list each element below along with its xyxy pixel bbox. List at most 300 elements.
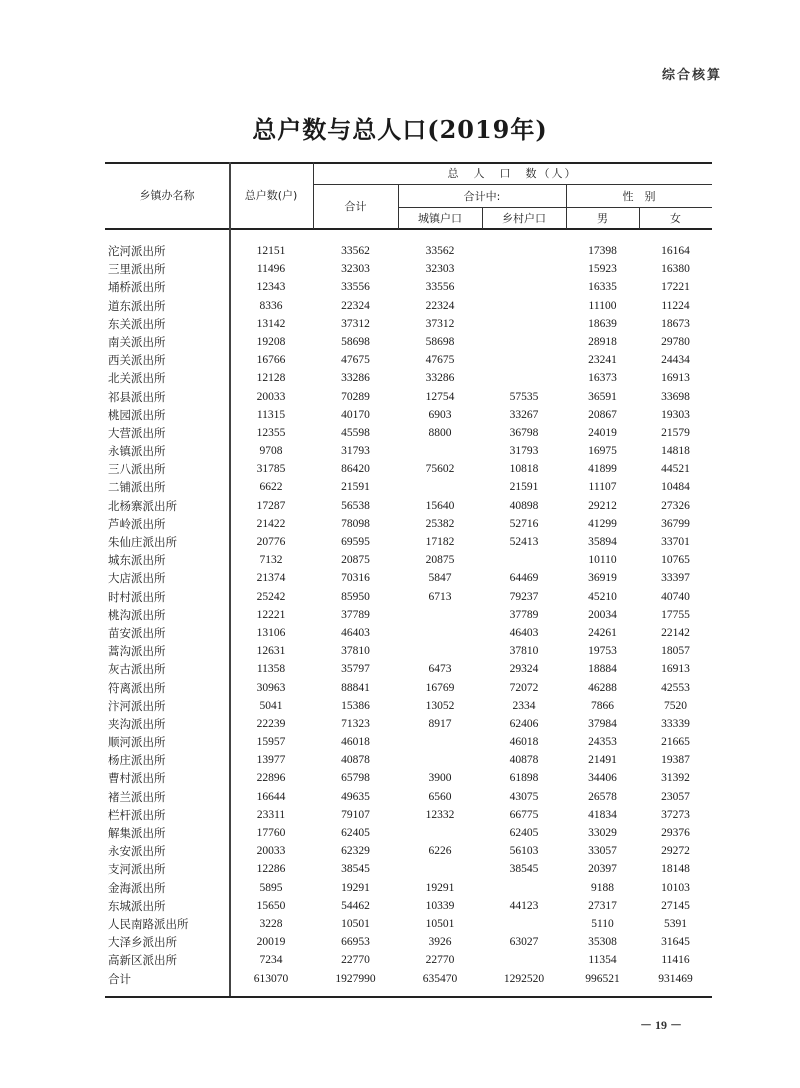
cell-female: 23057: [661, 790, 690, 803]
cell-name: 解集派出所: [108, 826, 166, 840]
cell-urban: 33556: [425, 281, 455, 294]
table-row: [105, 733, 712, 751]
cell-male: 24019: [588, 426, 617, 439]
cell-female: 33698: [661, 390, 690, 403]
cell-female: 31645: [661, 936, 690, 949]
cell-female: 33701: [661, 536, 690, 548]
cell-urban: 58698: [425, 335, 455, 348]
cell-households: 8336: [259, 299, 283, 312]
cell-rural: 63027: [509, 936, 539, 949]
cell-total: 70289: [341, 390, 370, 403]
cell-total: 15386: [341, 699, 370, 712]
cell-households: 30963: [256, 681, 286, 694]
cell-female: 17755: [661, 608, 690, 621]
cell-name: 苗安派出所: [108, 625, 166, 640]
cell-female: 931469: [658, 972, 693, 985]
cell-urban: 635470: [422, 972, 458, 985]
cell-male: 37984: [588, 717, 617, 730]
cell-name: 埇桥派出所: [108, 280, 166, 295]
cell-households: 13106: [256, 626, 286, 639]
table-row: [105, 278, 712, 296]
cell-name: 东城派出所: [108, 898, 166, 913]
table-row: [105, 715, 712, 733]
cell-urban: 22324: [425, 299, 455, 312]
cell-name: 朱仙庄派出所: [108, 535, 177, 549]
cell-urban: 33562: [425, 245, 455, 257]
cell-total: 45598: [341, 426, 370, 439]
cell-female: 7520: [664, 699, 687, 712]
cell-male: 16975: [588, 445, 617, 458]
cell-households: 22239: [256, 717, 286, 730]
cell-name: 沱河派出所: [108, 244, 166, 258]
table-row: [105, 642, 712, 660]
cell-name: 栏杆派出所: [108, 807, 166, 822]
cell-female: 21579: [661, 426, 690, 439]
cell-female: 16164: [661, 245, 690, 257]
cell-urban: 6226: [428, 845, 452, 858]
cell-male: 33029: [588, 827, 617, 839]
cell-total: 22324: [341, 299, 370, 312]
cell-rural: 33267: [509, 408, 539, 421]
cell-male: 24261: [588, 626, 617, 639]
cell-male: 20397: [588, 863, 617, 876]
cell-households: 20776: [256, 536, 286, 548]
cell-female: 29780: [661, 335, 690, 348]
cell-female: 16913: [661, 372, 690, 385]
cell-name: 时村派出所: [108, 589, 166, 604]
table-row: [105, 351, 712, 369]
cell-total: 20875: [341, 554, 370, 567]
cell-households: 21422: [256, 517, 286, 530]
cell-total: 62405: [341, 827, 370, 839]
cell-male: 46288: [588, 681, 617, 694]
cell-households: 5041: [259, 699, 283, 712]
cell-urban: 32303: [425, 263, 455, 276]
cell-name: 夹沟派出所: [108, 716, 166, 731]
cell-households: 17760: [256, 827, 286, 839]
cell-male: 18884: [588, 663, 617, 676]
cell-name: 永镇派出所: [108, 444, 166, 459]
cell-total: 66953: [341, 936, 370, 949]
cell-total: 69595: [341, 536, 370, 548]
cell-urban: 33286: [425, 372, 455, 385]
cell-male: 21491: [588, 754, 617, 767]
cell-rural: 44123: [509, 899, 539, 912]
cell-urban: 19291: [425, 881, 455, 894]
table-row: [105, 824, 712, 842]
cell-total: 33556: [341, 281, 370, 294]
cell-total: 49635: [341, 790, 370, 803]
cell-female: 10484: [661, 481, 690, 494]
cell-rural: 10818: [509, 463, 539, 476]
cell-total: 19291: [341, 881, 370, 894]
cell-urban: 6903: [428, 408, 452, 421]
cell-name: 芦岭派出所: [108, 516, 166, 531]
cell-name: 道东派出所: [108, 298, 166, 313]
cell-households: 21374: [256, 572, 286, 585]
cell-households: 16644: [256, 790, 286, 803]
cell-urban: 15640: [425, 499, 455, 512]
header-population: 总 人 口 数（人）: [447, 167, 578, 180]
cell-households: 7132: [259, 554, 283, 567]
cell-name: 二铺派出所: [108, 480, 166, 495]
cell-female: 18148: [661, 863, 690, 876]
cell-name: 北关派出所: [108, 371, 166, 386]
cell-urban: 8800: [428, 426, 452, 439]
cell-rural: 52413: [509, 536, 539, 548]
cell-name: 桃园派出所: [108, 407, 166, 422]
cell-name: 褚兰派出所: [108, 789, 166, 804]
cell-total: 58698: [341, 335, 370, 348]
cell-rural: 43075: [509, 790, 539, 803]
cell-households: 613070: [253, 972, 289, 985]
cell-rural: 29324: [509, 663, 539, 676]
cell-total: 1927990: [335, 972, 376, 985]
cell-name: 三八派出所: [108, 462, 166, 477]
cell-male: 7866: [591, 699, 614, 712]
cell-male: 11107: [588, 481, 617, 494]
header-female: 女: [670, 211, 681, 225]
cell-male: 36591: [588, 390, 617, 403]
cell-female: 31392: [661, 772, 690, 785]
cell-name: 大店派出所: [108, 571, 166, 586]
cell-female: 27326: [661, 499, 690, 512]
cell-female: 40740: [661, 590, 690, 603]
cell-name: 曹村派出所: [108, 771, 166, 786]
cell-female: 22142: [661, 626, 690, 639]
cell-female: 37273: [661, 808, 690, 821]
page-number: － 19 －: [640, 1018, 683, 1032]
cell-name: 北杨寨派出所: [108, 498, 177, 513]
cell-male: 10110: [588, 554, 617, 567]
table-row: [105, 478, 712, 496]
cell-rural: 38545: [509, 863, 539, 876]
cell-urban: 25382: [425, 517, 455, 530]
cell-name: 金海派出所: [108, 880, 166, 895]
cell-name: 高新区派出所: [108, 953, 177, 968]
cell-urban: 5847: [428, 572, 452, 585]
cell-name: 南关派出所: [108, 334, 166, 349]
cell-name: 桃沟派出所: [108, 607, 166, 622]
cell-female: 18057: [661, 645, 690, 658]
cell-total: 46018: [341, 736, 370, 749]
header-name: 乡镇办名称: [139, 189, 195, 202]
cell-urban: 20875: [425, 554, 455, 567]
table-row: [105, 697, 712, 715]
cell-urban: 3900: [428, 772, 452, 785]
cell-urban: 12332: [425, 808, 455, 821]
cell-households: 13142: [256, 317, 286, 330]
cell-name: 支河派出所: [108, 862, 166, 877]
cell-total: 31793: [341, 445, 370, 458]
cell-rural: 46018: [509, 736, 539, 749]
cell-households: 11315: [256, 408, 286, 421]
cell-rural: 1292520: [503, 972, 545, 985]
cell-households: 12221: [256, 608, 286, 621]
cell-urban: 3926: [428, 936, 452, 949]
table-row: [105, 842, 712, 860]
cell-households: 6622: [259, 481, 283, 494]
cell-households: 13977: [256, 754, 286, 767]
cell-urban: 6560: [428, 790, 452, 803]
cell-rural: 36798: [509, 426, 539, 439]
table-row: [105, 624, 712, 642]
cell-total: 22770: [341, 954, 370, 967]
cell-female: 29272: [661, 845, 690, 858]
cell-rural: 2334: [512, 699, 536, 712]
cell-urban: 22770: [425, 954, 455, 967]
cell-name: 城东派出所: [108, 553, 166, 568]
cell-male: 35894: [588, 536, 617, 548]
cell-households: 3228: [259, 917, 283, 930]
cell-name: 东关派出所: [108, 316, 166, 331]
cell-female: 11224: [661, 299, 690, 312]
table-row: [105, 424, 712, 442]
cell-female: 29376: [661, 827, 690, 839]
header-of-which: 合计中:: [463, 189, 501, 203]
cell-total: 37312: [341, 317, 370, 330]
cell-households: 11358: [256, 663, 286, 676]
cell-total: 70316: [341, 572, 370, 585]
cell-rural: 57535: [509, 390, 539, 403]
header-urban: 城镇户口: [418, 211, 462, 225]
table-row: [105, 951, 712, 969]
table-row: [105, 915, 712, 933]
cell-male: 24353: [588, 736, 617, 749]
cell-female: 33397: [661, 572, 690, 585]
cell-name: 大营派出所: [108, 425, 166, 440]
cell-rural: 64469: [509, 572, 539, 585]
cell-rural: 61898: [509, 772, 539, 785]
cell-male: 19753: [588, 645, 617, 658]
table-row: [105, 369, 712, 387]
cell-female: 19303: [661, 408, 690, 421]
cell-female: 11416: [661, 954, 690, 967]
cell-households: 5895: [259, 881, 283, 894]
cell-total: 47675: [341, 354, 370, 367]
cell-rural: 79237: [509, 590, 539, 603]
cell-rural: 37789: [509, 608, 539, 621]
cell-total: 38545: [341, 863, 370, 876]
cell-male: 45210: [588, 590, 617, 603]
cell-name: 大泽乡派出所: [108, 935, 177, 950]
table-row: [105, 806, 712, 824]
cell-male: 20867: [588, 408, 617, 421]
cell-male: 33057: [588, 845, 617, 858]
cell-female: 10103: [661, 881, 690, 894]
table-row: [105, 879, 712, 897]
cell-total: 88841: [341, 681, 370, 694]
cell-male: 41834: [588, 808, 617, 821]
cell-rural: 72072: [509, 681, 539, 694]
cell-male: 18639: [588, 317, 617, 330]
cell-total: 65798: [341, 772, 370, 785]
table-row: [105, 242, 712, 260]
cell-female: 27145: [661, 899, 690, 912]
table-row: [105, 970, 712, 988]
cell-total: 62329: [341, 845, 370, 858]
cell-urban: 6713: [428, 590, 452, 603]
cell-total: 71323: [341, 717, 370, 730]
cell-female: 14818: [661, 445, 690, 458]
table-row: [105, 533, 712, 551]
cell-rural: 46403: [509, 626, 539, 639]
cell-name: 蒿沟派出所: [108, 644, 166, 659]
cell-total: 54462: [341, 899, 370, 912]
cell-rural: 62406: [509, 717, 539, 730]
cell-name: 祁县派出所: [108, 389, 166, 404]
table-row: [105, 497, 712, 515]
section-label: 综合核算: [661, 68, 722, 83]
cell-rural: 37810: [509, 645, 539, 658]
cell-female: 16380: [661, 263, 690, 276]
cell-rural: 40898: [509, 499, 539, 512]
cell-female: 36799: [661, 517, 690, 530]
cell-name: 合计: [108, 971, 131, 986]
table-row: [105, 933, 712, 951]
table-row: [105, 297, 712, 315]
cell-male: 27317: [588, 899, 617, 912]
cell-households: 12151: [256, 245, 286, 257]
table-row: [105, 860, 712, 878]
cell-male: 11354: [588, 954, 617, 967]
cell-name: 永安派出所: [108, 844, 166, 859]
cell-urban: 8917: [428, 717, 452, 730]
table-bottom-rule: [105, 996, 712, 998]
table-row: [105, 333, 712, 351]
cell-urban: 13052: [425, 699, 455, 712]
cell-name: 西关派出所: [108, 353, 166, 368]
cell-households: 20033: [256, 390, 286, 403]
table-row: [105, 679, 712, 697]
cell-name: 三里派出所: [108, 262, 166, 277]
cell-total: 33286: [341, 372, 370, 385]
cell-households: 22896: [256, 772, 286, 785]
cell-urban: 12754: [425, 390, 455, 403]
cell-total: 35797: [341, 663, 370, 676]
cell-urban: 10339: [425, 899, 455, 912]
cell-name: 杨庄派出所: [108, 753, 166, 768]
cell-male: 16335: [588, 281, 617, 294]
cell-total: 33562: [341, 245, 370, 257]
cell-households: 17287: [256, 499, 286, 512]
cell-total: 37789: [341, 608, 370, 621]
cell-total: 85950: [341, 590, 370, 603]
cell-total: 40878: [341, 754, 370, 767]
cell-male: 41899: [588, 463, 617, 476]
cell-households: 9708: [259, 445, 283, 458]
table-row: [105, 406, 712, 424]
table-row: [105, 897, 712, 915]
cell-households: 25242: [256, 590, 286, 603]
cell-male: 17398: [588, 245, 617, 257]
table-row: [105, 788, 712, 806]
cell-total: 78098: [341, 517, 370, 530]
cell-rural: 40878: [509, 754, 539, 767]
cell-male: 36919: [588, 572, 617, 585]
cell-rural: 56103: [509, 845, 539, 858]
cell-households: 23311: [256, 808, 286, 821]
cell-total: 86420: [341, 463, 370, 476]
header-gender: 性 别: [622, 189, 656, 203]
cell-rural: 31793: [509, 445, 539, 458]
cell-total: 10501: [341, 917, 370, 930]
cell-name: 汴河派出所: [108, 698, 166, 713]
cell-total: 79107: [341, 808, 370, 821]
cell-male: 20034: [588, 608, 617, 621]
cell-households: 7234: [259, 954, 283, 967]
cell-female: 16913: [661, 663, 690, 676]
cell-male: 29212: [588, 499, 617, 512]
table-row: [105, 751, 712, 769]
page-title: 总户数与总人口(2019年): [252, 115, 548, 144]
cell-households: 31785: [256, 463, 286, 476]
cell-rural: 52716: [509, 517, 539, 530]
cell-households: 12343: [256, 281, 286, 294]
cell-households: 20033: [256, 845, 286, 858]
cell-total: 37810: [341, 645, 370, 658]
cell-households: 12631: [256, 645, 286, 658]
cell-male: 26578: [588, 790, 617, 803]
cell-female: 19387: [661, 754, 690, 767]
cell-households: 12286: [256, 863, 286, 876]
cell-urban: 6473: [428, 663, 452, 676]
table-row: [105, 660, 712, 678]
table-row: [105, 442, 712, 460]
header-households: 总户数(户): [244, 189, 298, 202]
table-row: [105, 769, 712, 787]
cell-total: 32303: [341, 263, 370, 276]
cell-urban: 47675: [425, 354, 455, 367]
cell-urban: 16769: [425, 681, 455, 694]
cell-urban: 75602: [425, 463, 455, 476]
cell-female: 24434: [661, 354, 690, 367]
cell-total: 46403: [341, 626, 370, 639]
cell-female: 42553: [661, 681, 690, 694]
cell-male: 11100: [588, 299, 617, 312]
table-body: [105, 242, 712, 988]
cell-male: 41299: [588, 517, 617, 530]
header-rural: 乡村户口: [502, 211, 546, 225]
cell-rural: 21591: [509, 481, 539, 494]
cell-female: 10765: [661, 554, 690, 567]
table-row: [105, 515, 712, 533]
cell-households: 15650: [256, 899, 286, 912]
table-row: [105, 588, 712, 606]
cell-households: 19208: [256, 335, 286, 348]
cell-total: 56538: [341, 499, 370, 512]
cell-households: 20019: [256, 936, 286, 949]
table-row: [105, 551, 712, 569]
cell-female: 33339: [661, 717, 690, 730]
cell-rural: 66775: [509, 808, 539, 821]
cell-female: 44521: [661, 463, 690, 476]
table-row: [105, 388, 712, 406]
header-bottom-rule: [105, 228, 712, 230]
table-row: [105, 260, 712, 278]
cell-households: 15957: [256, 736, 286, 749]
cell-male: 996521: [585, 972, 620, 985]
cell-name: 人民南路派出所: [108, 916, 189, 931]
cell-male: 16373: [588, 372, 617, 385]
cell-total: 40170: [341, 408, 370, 421]
cell-female: 21665: [661, 736, 690, 749]
cell-female: 17221: [661, 281, 690, 294]
cell-male: 34406: [588, 772, 617, 785]
cell-male: 5110: [591, 917, 614, 930]
cell-male: 15923: [588, 263, 617, 276]
header-total: 合计: [344, 200, 367, 213]
